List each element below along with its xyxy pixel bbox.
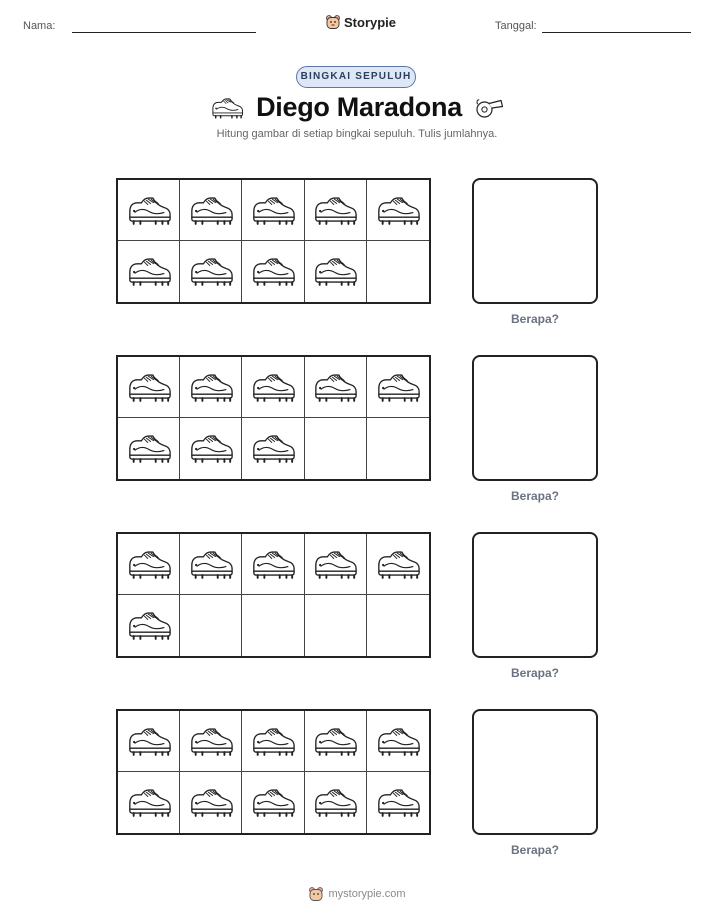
answer-box[interactable] — [472, 178, 598, 304]
soccer-cleat-icon — [375, 786, 421, 819]
title-row — [0, 92, 714, 123]
answer-label: Berapa? — [510, 489, 560, 503]
soccer-cleat-icon — [188, 194, 234, 227]
soccer-cleat-icon — [126, 371, 172, 404]
soccer-cleat-icon — [375, 548, 421, 581]
answer-box[interactable] — [472, 709, 598, 835]
soccer-cleat-icon — [126, 786, 172, 819]
soccer-cleat-icon — [312, 786, 358, 819]
frame-cell-filled — [242, 418, 304, 479]
footer — [0, 886, 714, 902]
frame-cell-filled — [118, 357, 180, 418]
soccer-cleat-icon — [188, 255, 234, 288]
soccer-cleat-icon — [375, 371, 421, 404]
soccer-cleat-icon — [126, 432, 172, 465]
frame-cell-filled — [180, 357, 242, 418]
soccer-cleat-icon — [250, 194, 296, 227]
frame-cell-filled — [367, 711, 429, 772]
soccer-cleat-icon — [126, 548, 172, 581]
soccer-cleat-icon — [188, 371, 234, 404]
frame-cell-filled — [367, 772, 429, 833]
answer-label: Berapa? — [510, 312, 560, 326]
frame-cell-filled — [118, 534, 180, 595]
frame-cell-filled — [242, 180, 304, 241]
soccer-cleat-icon — [375, 725, 421, 758]
soccer-cleat-icon — [250, 786, 296, 819]
frame-cell-filled — [118, 772, 180, 833]
footer-url: mystorypie.com — [328, 888, 406, 900]
storypie-logo-icon — [308, 886, 324, 902]
frame-cell-filled — [118, 180, 180, 241]
frame-cell-filled — [305, 241, 367, 302]
soccer-cleat-icon — [312, 548, 358, 581]
frame-cell-empty — [180, 595, 242, 656]
ten-frame — [116, 178, 431, 304]
answer-label: Berapa? — [510, 843, 560, 857]
frame-cell-filled — [367, 357, 429, 418]
name-label: Nama: — [23, 20, 56, 32]
brand-logo — [325, 14, 396, 30]
answer-label: Berapa? — [510, 666, 560, 680]
frame-cell-empty — [367, 595, 429, 656]
frame-cell-filled — [118, 241, 180, 302]
soccer-cleat-icon — [210, 96, 244, 120]
ten-frame — [116, 709, 431, 835]
frame-cell-filled — [305, 357, 367, 418]
frame-cell-filled — [118, 595, 180, 656]
worksheet-type-badge: BINGKAI SEPULUH — [296, 66, 416, 88]
ten-frame — [116, 355, 431, 481]
soccer-cleat-icon — [250, 432, 296, 465]
soccer-cleat-icon — [126, 255, 172, 288]
frame-cell-filled — [118, 418, 180, 479]
soccer-cleat-icon — [126, 194, 172, 227]
storypie-logo-icon — [325, 14, 341, 30]
instructions: Hitung gambar di setiap bingkai sepuluh. Tulis jumlahnya. — [216, 128, 498, 140]
frame-cell-filled — [180, 241, 242, 302]
answer-box[interactable] — [472, 355, 598, 481]
date-label: Tanggal: — [495, 20, 537, 32]
frame-cell-filled — [242, 241, 304, 302]
frame-cell-filled — [305, 180, 367, 241]
soccer-cleat-icon — [188, 786, 234, 819]
frame-cell-filled — [367, 180, 429, 241]
frame-cell-filled — [242, 711, 304, 772]
soccer-cleat-icon — [188, 432, 234, 465]
date-input-line[interactable] — [542, 32, 691, 33]
frame-cell-filled — [242, 534, 304, 595]
soccer-cleat-icon — [312, 725, 358, 758]
frame-cell-filled — [305, 772, 367, 833]
frame-cell-empty — [367, 418, 429, 479]
soccer-cleat-icon — [312, 194, 358, 227]
soccer-cleat-icon — [126, 725, 172, 758]
frame-cell-filled — [180, 772, 242, 833]
soccer-cleat-icon — [250, 548, 296, 581]
frame-cell-filled — [180, 418, 242, 479]
name-input-line[interactable] — [72, 32, 256, 33]
soccer-cleat-icon — [188, 725, 234, 758]
frame-cell-filled — [367, 534, 429, 595]
soccer-cleat-icon — [250, 255, 296, 288]
frame-cell-filled — [305, 711, 367, 772]
soccer-cleat-icon — [250, 725, 296, 758]
frame-cell-filled — [242, 772, 304, 833]
soccer-cleat-icon — [126, 609, 172, 642]
frame-cell-filled — [118, 711, 180, 772]
frame-cell-empty — [367, 241, 429, 302]
frame-cell-filled — [305, 534, 367, 595]
answer-box[interactable] — [472, 532, 598, 658]
soccer-cleat-icon — [188, 548, 234, 581]
frame-cell-filled — [180, 711, 242, 772]
page-title: Diego Maradona — [256, 92, 462, 122]
frame-cell-filled — [242, 357, 304, 418]
soccer-cleat-icon — [250, 371, 296, 404]
soccer-cleat-icon — [312, 371, 358, 404]
ten-frame — [116, 532, 431, 658]
whistle-icon — [474, 96, 504, 120]
frame-cell-empty — [305, 595, 367, 656]
frame-cell-empty — [242, 595, 304, 656]
brand-name: Storypie — [344, 14, 397, 30]
soccer-cleat-icon — [312, 255, 358, 288]
frame-cell-filled — [180, 534, 242, 595]
frame-cell-empty — [305, 418, 367, 479]
soccer-cleat-icon — [375, 194, 421, 227]
frame-cell-filled — [180, 180, 242, 241]
